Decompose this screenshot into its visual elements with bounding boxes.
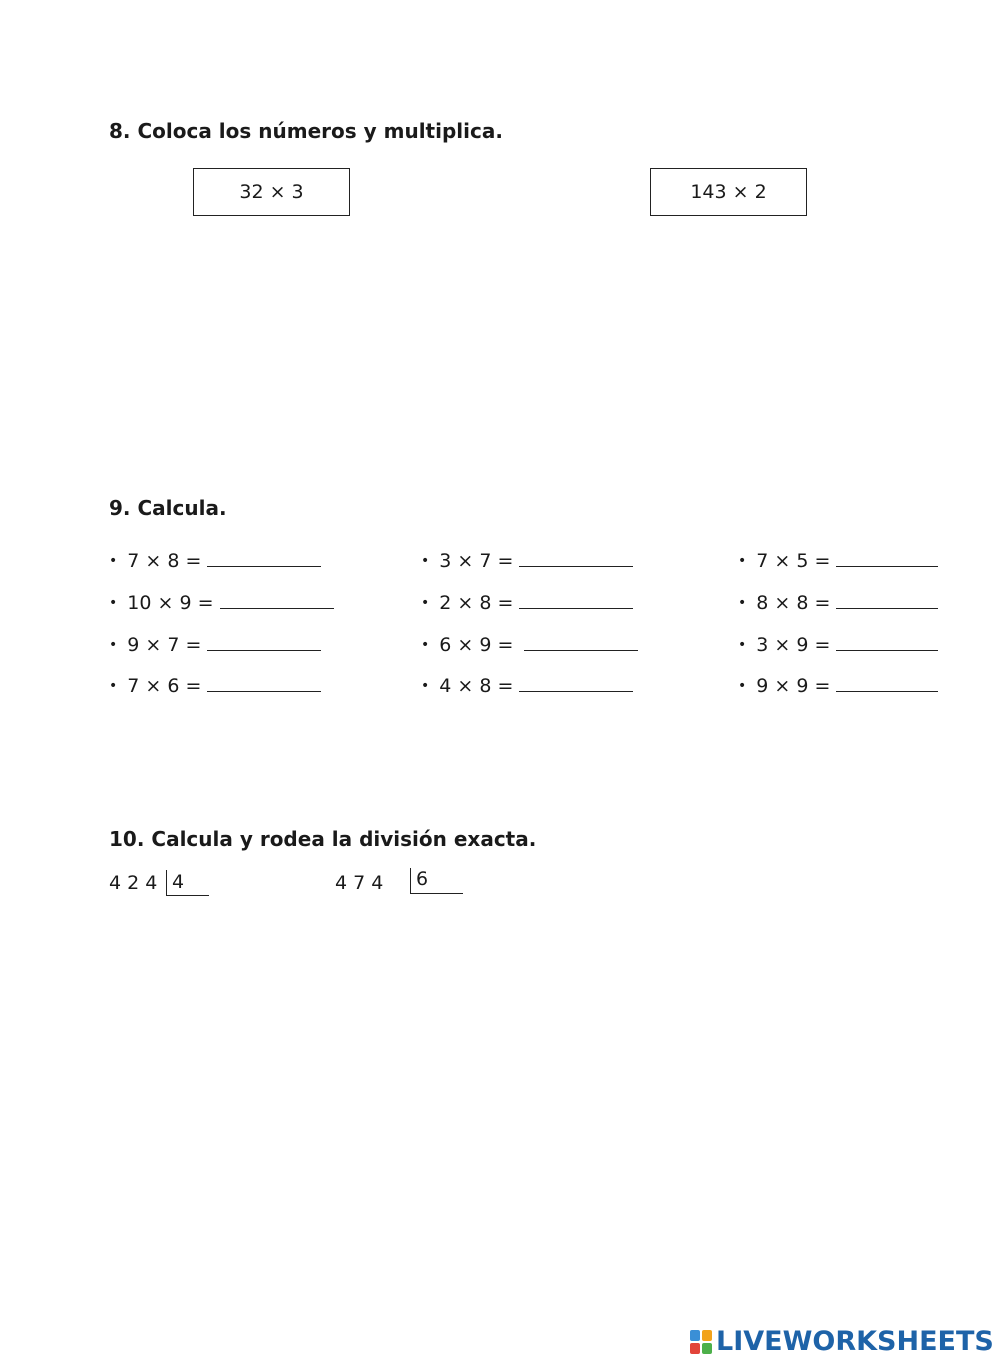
exercise-row (109, 675, 321, 697)
answer-blank[interactable] (836, 690, 938, 692)
exercise-expression: 2 × 8 = (439, 592, 514, 614)
section-9-heading: 9. Calcula. (109, 496, 227, 520)
exercise-expression: 4 × 8 = (439, 675, 514, 697)
exercise-expression: 7 × 6 = (127, 675, 202, 697)
answer-blank[interactable] (207, 565, 321, 567)
bullet: • (738, 595, 747, 611)
exercise-row (421, 550, 633, 572)
exercise-expression: 7 × 5 = (756, 550, 831, 572)
logo-text: LIVEWORKSHEETS (716, 1326, 994, 1357)
answer-blank[interactable] (220, 607, 334, 609)
bullet: • (109, 595, 118, 611)
bullet: • (109, 678, 118, 694)
exercise-expression: 8 × 8 = (756, 592, 831, 614)
answer-blank[interactable] (836, 565, 938, 567)
exercise-expression: 3 × 7 = (439, 550, 514, 572)
section-10-heading: 10. Calcula y rodea la división exacta. (109, 827, 537, 851)
bullet: • (738, 637, 747, 653)
exercise-row (738, 634, 938, 656)
exercise-row (738, 592, 938, 614)
section-8-heading: 8. Coloca los números y multiplica. (109, 119, 503, 143)
exercise-row (421, 675, 633, 697)
bullet: • (421, 637, 430, 653)
multiplication-box-2: 143 × 2 (650, 168, 807, 216)
exercise-row (738, 675, 938, 697)
answer-blank[interactable] (207, 690, 321, 692)
exercise-row (109, 592, 334, 614)
exercise-row (109, 550, 321, 572)
answer-blank[interactable] (207, 649, 321, 651)
multiplication-box-1: 32 × 3 (193, 168, 350, 216)
exercise-expression: 9 × 7 = (127, 634, 202, 656)
divisor-1: 4 (172, 871, 185, 893)
divisor-2: 6 (416, 868, 429, 890)
answer-blank[interactable] (519, 690, 633, 692)
logo-mark-icon (690, 1330, 712, 1354)
answer-blank[interactable] (836, 649, 938, 651)
answer-blank[interactable] (524, 649, 638, 651)
exercise-row (421, 634, 638, 656)
exercise-expression: 6 × 9 = (439, 634, 514, 656)
bullet: • (738, 678, 747, 694)
answer-blank[interactable] (519, 565, 633, 567)
liveworksheets-logo (690, 1326, 994, 1357)
exercise-expression: 7 × 8 = (127, 550, 202, 572)
exercise-row (738, 550, 938, 572)
exercise-expression: 3 × 9 = (756, 634, 831, 656)
bullet: • (738, 553, 747, 569)
answer-blank[interactable] (836, 607, 938, 609)
exercise-expression: 10 × 9 = (127, 592, 214, 614)
exercise-expression: 9 × 9 = (756, 675, 831, 697)
bullet: • (421, 595, 430, 611)
dividend-2: 4 7 4 (335, 872, 384, 894)
bullet: • (421, 678, 430, 694)
answer-blank[interactable] (519, 607, 633, 609)
exercise-row (109, 634, 321, 656)
exercise-row (421, 592, 633, 614)
bullet: • (109, 637, 118, 653)
dividend-1: 4 2 4 (109, 872, 158, 894)
bullet: • (421, 553, 430, 569)
bullet: • (109, 553, 118, 569)
